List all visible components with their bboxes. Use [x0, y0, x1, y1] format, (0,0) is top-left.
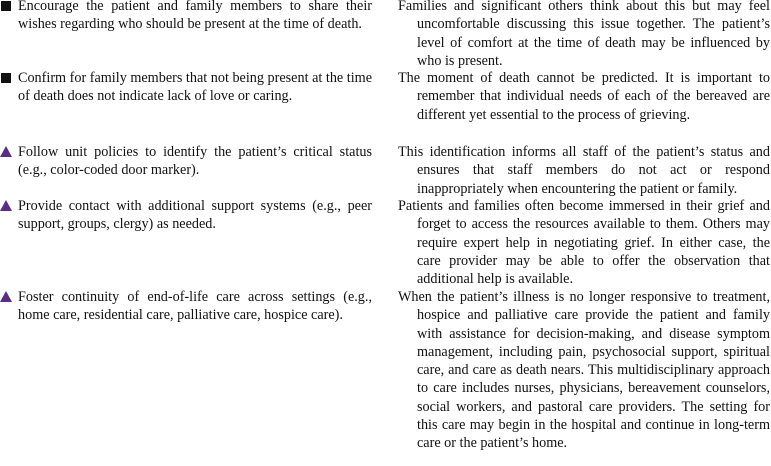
rationale-text: When the patient’s illness is no longer responsive to treatment, hospice and palliative care provide the patient and family with assistance for decision-making, and disease symptom management, including pain, psychosocial support, spiritual care, and care as death nears. This multidisciplinary approach to care includes nurses, physicians, bereavement counselors, social workers, and pastoral care providers. The setting for this care may begin in the hospital and continue in long-term care or the patient’s home. — [398, 289, 770, 452]
square-bullet-icon — [1, 73, 11, 83]
intervention-text: Encourage the patient and family members to share their wishes regarding who should be present at the time of death. — [18, 0, 372, 33]
intervention-text: Foster continuity of end-of-life care across settings (e.g., home care, residential care, palliative care, hospice care). — [18, 289, 372, 324]
triangle-bullet-icon — [0, 146, 12, 157]
rationale-text: Families and significant others think about this but may feel uncomfortable discussing this issue together. The patient’s level of comfort at the time of death may be influenced by who is present. — [398, 0, 770, 69]
square-bullet-icon — [1, 1, 11, 11]
intervention-text: Follow unit policies to identify the patient’s critical status (e.g., color-coded door marker). — [18, 144, 372, 179]
triangle-bullet-icon — [0, 291, 12, 302]
rationale-text: The moment of death cannot be predicted. It is important to remember that individual needs of each of the bereaved are different yet essential to the process of grieving. — [398, 70, 770, 123]
intervention-text: Provide contact with additional support systems (e.g., peer support, groups, clergy) as needed. — [18, 198, 372, 233]
intervention-text: Confirm for family members that not being present at the time of death does not indicate lack of love or caring. — [18, 70, 372, 105]
triangle-bullet-icon — [0, 200, 12, 211]
rationale-text: Patients and families often become immersed in their grief and forget to access the resources available to them. Others may require expert help in negotiating grief. In either case, the care provider may be able to offer the observation that additional help is available. — [398, 198, 770, 288]
rationale-text: This identification informs all staff of the patient’s status and ensures that staff members do not act or respond inappropriately when encountering the patient or family. — [398, 144, 770, 197]
